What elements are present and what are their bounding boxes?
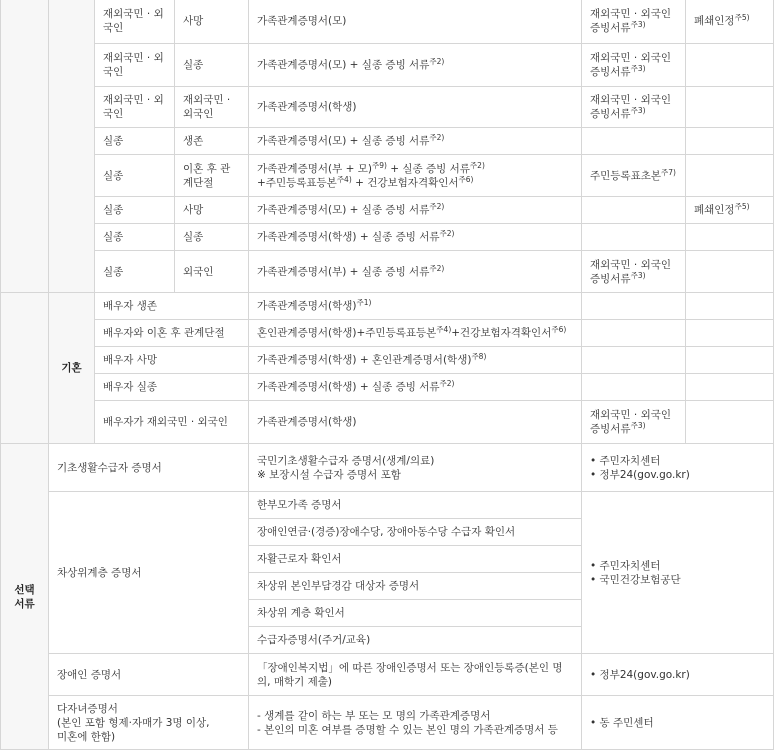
table-row [1,492,774,519]
note-cell [686,128,774,155]
table-row [1,44,774,87]
extra-doc-cell: 재외국민 · 외국인 증빙서류$^{주3)}$ [582,0,686,44]
married-status-cell: 배우자가 재외국민 · 외국인 [95,401,249,444]
table-row [1,128,774,155]
table-row [1,696,774,750]
doc-cell: 차상위 계층 확인서 [249,600,582,627]
extra-doc-cell [582,374,686,401]
table-row [1,293,774,320]
married-status-cell: 배우자와 이혼 후 관계단절 [95,320,249,347]
status-cell: 이혼 후 관계단절 [175,155,249,197]
optional-doc-label: 다자녀증명서 (본인 포함 형제·자매가 3명 이상, 미혼에 한함) [49,696,249,750]
doc-cell: 가족관계증명서(학생) [249,87,582,128]
status-cell: 재외국민 · 외국인 [175,87,249,128]
doc-cell: 가족관계증명서(학생)$^{주1)}$ [249,293,582,320]
doc-cell: 「장애인복지법」에 따른 장애인증명서 또는 장애인등록증(본인 명의, 매학기 제출) [249,654,582,696]
doc-cell: 가족관계증명서(학생) + 혼인관계증명서(학생)$^{주8)}$ [249,347,582,374]
table-row [1,654,774,696]
blank-subgroup-cell [49,0,95,293]
extra-doc-cell [582,224,686,251]
doc-cell: 가족관계증명서(모) + 실종 증빙 서류$^{주2)}$ [249,197,582,224]
blank-group-cell [1,0,49,293]
extra-doc-cell [582,293,686,320]
note-cell [686,155,774,197]
table-row [1,251,774,293]
group-heading-optional [1,444,49,750]
optional-doc-label: 기초생활수급자 증명서 [49,444,249,492]
table-row [1,374,774,401]
doc-cell: 차상위 본인부담경감 대상자 증명서 [249,573,582,600]
doc-cell: 수급자증명서(주거/교육) [249,627,582,654]
note-cell [686,293,774,320]
status-cell: 생존 [175,128,249,155]
note-cell [686,374,774,401]
married-status-cell: 배우자 사망 [95,347,249,374]
status-cell: 실종 [95,155,175,197]
doc-cell: 한부모가족 증명서 [249,492,582,519]
doc-cell: 가족관계증명서(학생) + 실종 증빙 서류$^{주2)}$ [249,374,582,401]
table-row [1,401,774,444]
status-cell: 외국인 [175,251,249,293]
doc-cell: 가족관계증명서(학생) [249,401,582,444]
doc-cell: 가족관계증명서(부 + 모)$^{주9)}$ + 실종 증빙 서류$^{주2)}$ +주민등록표등본$^{주4)}$ + 건강보험자격확인서$^{주6)}$ [249,155,582,197]
extra-doc-cell: 재외국민 · 외국인 증빙서류$^{주3)}$ [582,44,686,87]
extra-doc-cell [582,320,686,347]
extra-doc-cell [582,197,686,224]
extra-doc-cell [582,128,686,155]
note-cell [686,401,774,444]
note-cell: 폐쇄인정$^{주5)}$ [686,197,774,224]
doc-cell: 가족관계증명서(학생) + 실종 증빙 서류$^{주2)}$ [249,224,582,251]
table-row [1,347,774,374]
note-cell [686,251,774,293]
optional-doc-label: 장애인 증명서 [49,654,249,696]
blank-group-cell [1,293,49,444]
table-row [1,197,774,224]
group-heading-married: 기혼 [49,293,95,444]
status-cell: 재외국민 · 외국인 [95,87,175,128]
status-cell: 실종 [95,197,175,224]
note-cell [686,224,774,251]
note-cell [686,87,774,128]
doc-cell: 가족관계증명서(모) + 실종 증빙 서류$^{주2)}$ [249,44,582,87]
status-cell: 실종 [95,224,175,251]
status-cell: 사망 [175,0,249,44]
doc-cell: 혼인관계증명서(학생)+주민등록표등본$^{주4)}$+건강보험자격확인서$^{주6)}$ [249,320,582,347]
status-cell: 사망 [175,197,249,224]
doc-cell: 자활근로자 확인서 [249,546,582,573]
doc-cell: 가족관계증명서(모) [249,0,582,44]
note-cell [686,347,774,374]
extra-doc-cell: 재외국민 · 외국인 증빙서류$^{주3)}$ [582,87,686,128]
married-status-cell: 배우자 실종 [95,374,249,401]
status-cell: 실종 [175,224,249,251]
table-row [1,87,774,128]
doc-cell: 가족관계증명서(부) + 실종 증빙 서류$^{주2)}$ [249,251,582,293]
extra-doc-cell: 재외국민 · 외국인 증빙서류$^{주3)}$ [582,251,686,293]
doc-cell: - 생계를 같이 하는 부 또는 모 명의 가족관계증명서 - 본인의 미혼 여부를 증명할 수 있는 본인 명의 가족관계증명서 등 [249,696,582,750]
note-cell [686,320,774,347]
table-row [1,155,774,197]
optional-line-1: 선택 [14,583,35,596]
doc-cell: 가족관계증명서(모) + 실종 증빙 서류$^{주2)}$ [249,128,582,155]
issuer-cell: • 동 주민센터 [582,696,774,750]
table-row [1,224,774,251]
table-row [1,320,774,347]
issuer-cell: • 주민자치센터 • 정부24(gov.go.kr) [582,444,774,492]
doc-cell: 장애인연금·(경증)장애수당, 장애아동수당 수급자 확인서 [249,519,582,546]
extra-doc-cell [582,347,686,374]
issuer-cell: • 정부24(gov.go.kr) [582,654,774,696]
optional-doc-label: 차상위계층 증명서 [49,492,249,654]
status-cell: 실종 [175,44,249,87]
note-cell: 폐쇄인정$^{주5)}$ [686,0,774,44]
optional-line-2: 서류 [14,597,35,610]
table-row [1,444,774,492]
status-cell: 실종 [95,251,175,293]
issuer-cell: • 주민자치센터 • 국민건강보험공단 [582,492,774,654]
status-cell: 실종 [95,128,175,155]
extra-doc-cell: 주민등록표초본$^{주7)}$ [582,155,686,197]
doc-cell: 국민기초생활수급자 증명서(생계/의료) ※ 보장시설 수급자 증명서 포함 [249,444,582,492]
table-row [1,0,774,44]
married-status-cell: 배우자 생존 [95,293,249,320]
status-cell: 재외국민 · 외국인 [95,0,175,44]
extra-doc-cell: 재외국민 · 외국인 증빙서류$^{주3)}$ [582,401,686,444]
status-cell: 재외국민 · 외국인 [95,44,175,87]
note-cell [686,44,774,87]
